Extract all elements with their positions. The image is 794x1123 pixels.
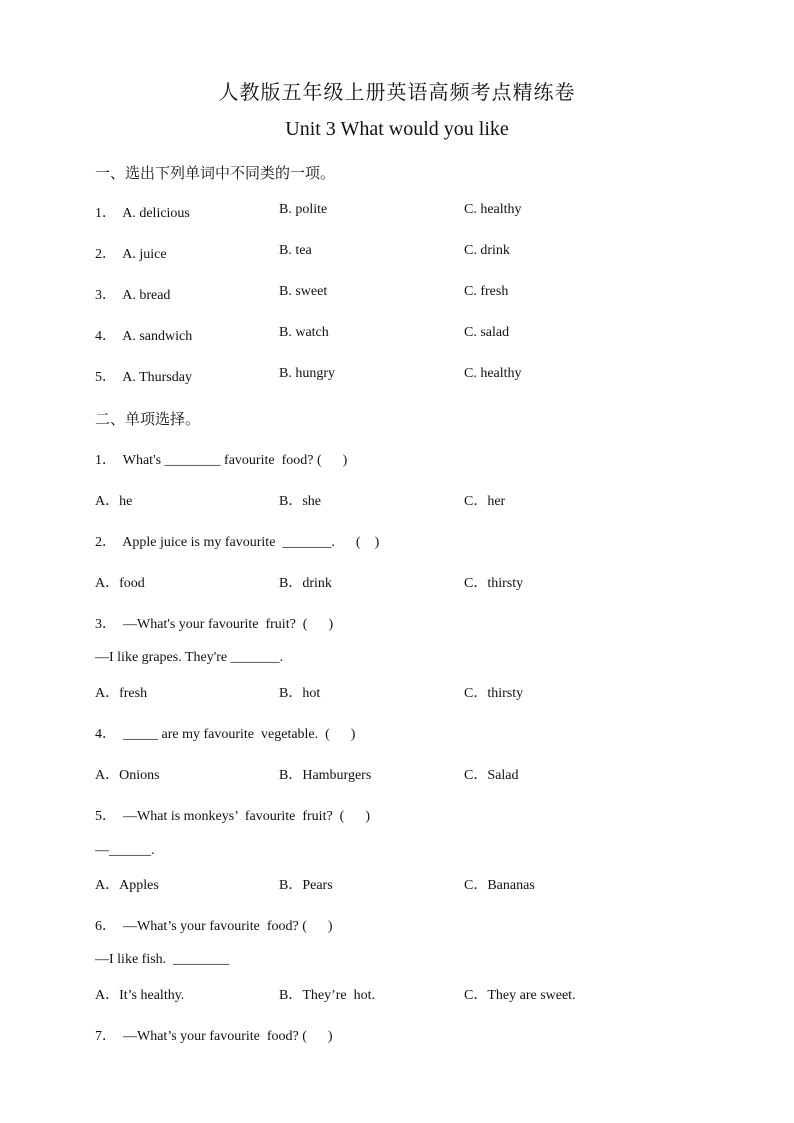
- question-1-1: [0, 202, 794, 222]
- option-c: C．Salad: [464, 768, 519, 783]
- question-1-3: [0, 284, 794, 304]
- options-2-2: [0, 572, 794, 592]
- answer-line: —I like grapes. They're _______.: [95, 650, 284, 665]
- question-text: 3． —What's your favourite fruit? ( ): [95, 617, 334, 632]
- option-a: A．food: [95, 576, 145, 591]
- option-a: A．fresh: [95, 686, 148, 701]
- options-2-5: [0, 874, 794, 894]
- option-c: C．They are sweet.: [464, 988, 576, 1003]
- option-a: A．Apples: [95, 878, 159, 893]
- answer-line-2-5: [0, 843, 794, 863]
- option-b: B．she: [279, 494, 321, 509]
- question-text: 1． What's ________ favourite food? ( ): [95, 453, 348, 468]
- options-2-4: [0, 764, 794, 784]
- option-b: B．Hamburgers: [279, 768, 372, 783]
- answer-line: —______.: [95, 843, 155, 858]
- option-b: B．They’re hot.: [279, 988, 376, 1003]
- option-c: C．thirsty: [464, 686, 524, 701]
- question-text: 6． —What’s your favourite food? ( ): [95, 919, 333, 934]
- option-b: B. watch: [279, 325, 329, 340]
- question-stem: 2． A. juice: [95, 247, 167, 262]
- answer-line: —I like fish. ________: [95, 952, 230, 967]
- options-2-3: [0, 682, 794, 702]
- question-stem: 1． A. delicious: [95, 206, 190, 221]
- option-b: B. hungry: [279, 366, 335, 381]
- option-b: B. tea: [279, 243, 312, 258]
- option-c: C. fresh: [464, 284, 509, 299]
- option-c: C. healthy: [464, 366, 522, 381]
- option-c: C. healthy: [464, 202, 522, 217]
- question-text: 2． Apple juice is my favourite _______. ( ): [95, 535, 380, 550]
- question-2-4: [0, 723, 794, 743]
- question-1-4: [0, 325, 794, 345]
- section-2-heading: 二、单项选择。: [95, 410, 201, 428]
- option-c: C. salad: [464, 325, 510, 340]
- question-1-5: [0, 366, 794, 386]
- question-2-5: [0, 805, 794, 825]
- unit-title: Unit 3 What would you like: [285, 118, 509, 140]
- question-2-1: [0, 449, 794, 469]
- question-2-7: [0, 1025, 794, 1045]
- option-a: A．Onions: [95, 768, 160, 783]
- section-1-heading: 一、选出下列单词中不同类的一项。: [95, 164, 336, 182]
- option-b: B．hot: [279, 686, 321, 701]
- option-c: C. drink: [464, 243, 510, 258]
- question-stem: 3． A. bread: [95, 288, 171, 303]
- answer-line-2-6: [0, 952, 794, 972]
- worksheet-title: 人教版五年级上册英语高频考点精练卷: [218, 80, 576, 104]
- option-a: A．he: [95, 494, 133, 509]
- question-text: 5． —What is monkeys’ favourite fruit? ( ): [95, 809, 371, 824]
- answer-line-2-3: [0, 650, 794, 670]
- question-stem: 5． A. Thursday: [95, 370, 192, 385]
- question-stem: 4． A. sandwich: [95, 329, 193, 344]
- option-c: C．her: [464, 494, 506, 509]
- question-text: 4． _____ are my favourite vegetable. ( ): [95, 727, 356, 742]
- question-2-2: [0, 531, 794, 551]
- question-text: 7． —What’s your favourite food? ( ): [95, 1029, 333, 1044]
- option-c: C．thirsty: [464, 576, 524, 591]
- option-c: C．Bananas: [464, 878, 535, 893]
- options-2-1: [0, 490, 794, 510]
- question-2-3: [0, 613, 794, 633]
- question-2-6: [0, 915, 794, 935]
- option-b: B．drink: [279, 576, 332, 591]
- options-2-6: [0, 984, 794, 1004]
- option-a: A．It’s healthy.: [95, 988, 185, 1003]
- option-b: B．Pears: [279, 878, 333, 893]
- option-b: B. sweet: [279, 284, 328, 299]
- question-1-2: [0, 243, 794, 263]
- option-b: B. polite: [279, 202, 328, 217]
